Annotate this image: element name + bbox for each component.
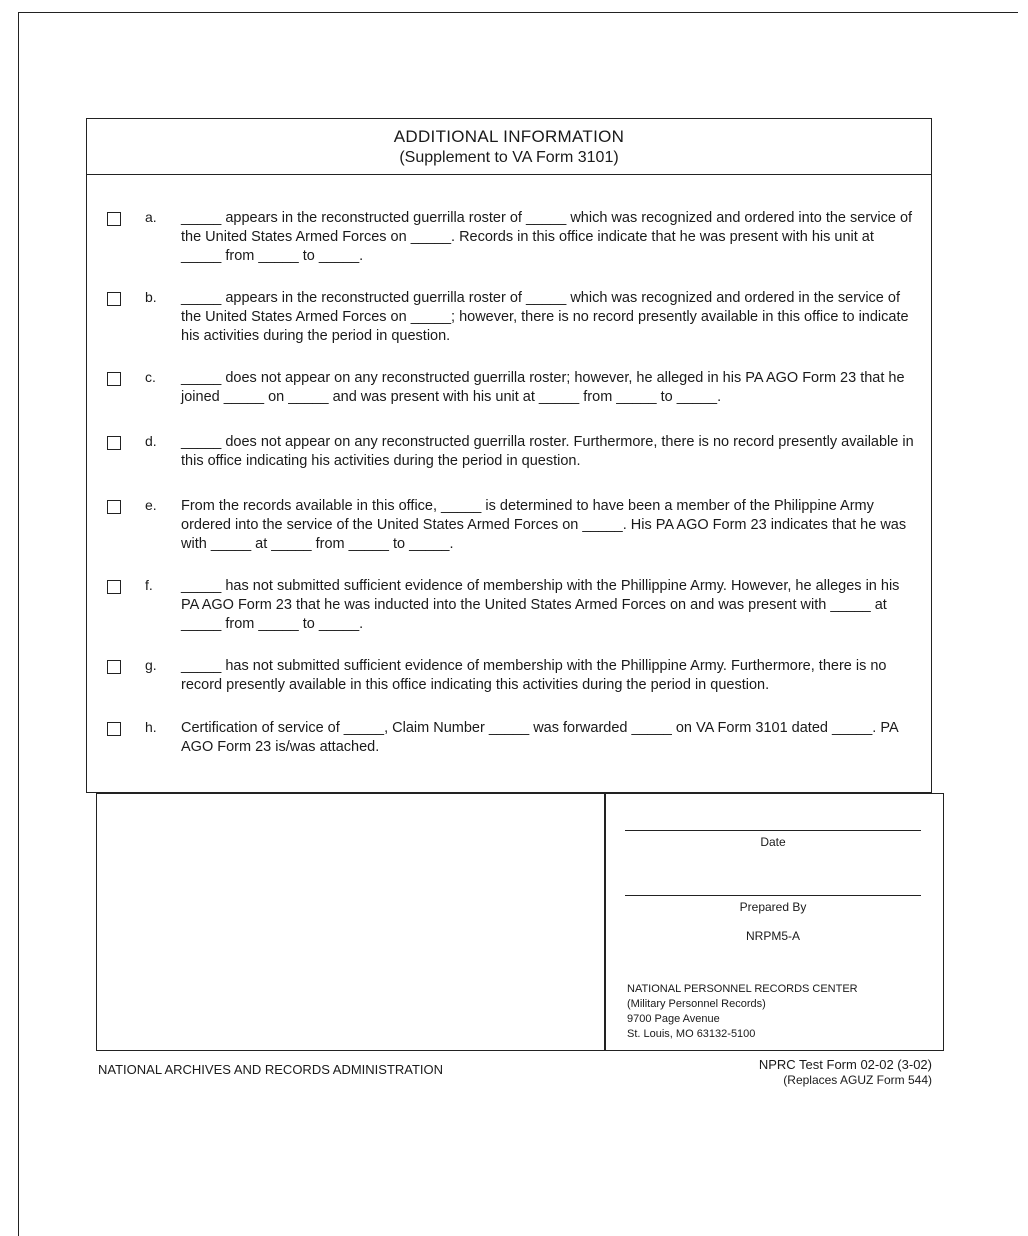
checkbox-a[interactable] xyxy=(107,212,121,226)
item-letter: b. xyxy=(145,289,157,305)
item-letter: h. xyxy=(145,719,157,735)
item-text: _____ appears in the reconstructed guerrilla roster of _____ which was recognized and ordered in the service of the United States Armed Forces on _____; however, there is no record presently available in this office to indicate his activities during the period in question. xyxy=(181,290,909,344)
checkbox-f[interactable] xyxy=(107,580,121,594)
checkbox-h[interactable] xyxy=(107,722,121,736)
item-letter: c. xyxy=(145,369,156,385)
page-edge-top xyxy=(18,12,1018,13)
date-label: Date xyxy=(760,835,786,849)
item-letter: a. xyxy=(145,209,157,225)
item-text: _____ appears in the reconstructed guerrilla roster of _____ which was recognized and ordered into the service of the United States Armed Forces on _____. Records in this office indicate that he was present with his unit at _____ from _____ to _____. xyxy=(181,210,913,264)
address-line: (Military Personnel Records) xyxy=(627,998,766,1010)
office-code: NRPM5-A xyxy=(745,929,800,943)
checkbox-d[interactable] xyxy=(107,436,121,450)
checkbox-b[interactable] xyxy=(107,292,121,306)
center-address xyxy=(627,982,858,1042)
prepared-by-label: Prepared By xyxy=(739,900,807,914)
date-line[interactable] xyxy=(625,830,921,831)
address-line: NATIONAL PERSONNEL RECORDS CENTER xyxy=(627,983,858,995)
item-text: _____ has not submitted sufficient evidence of membership with the Phillippine Army. However, he alleges in his PA AGO Form 23 that he was inducted into the United States Armed Forces on and was present with _____ at _____ from _____ to _____. xyxy=(181,578,900,632)
item-text: From the records available in this office, _____ is determined to have been a member of the Philippine Army ordered into the service of the United States Armed Forces on _____. His PA AGO Form 23 indicates that he was with _____ at _____ from _____ to _____. xyxy=(181,498,907,552)
form-title: ADDITIONAL INFORMATION xyxy=(393,127,625,146)
checkbox-e[interactable] xyxy=(107,500,121,514)
form-subtitle: (Supplement to VA Form 3101) xyxy=(399,149,619,166)
item-text: _____ does not appear on any reconstructed guerrilla roster. Furthermore, there is no record presently available in this office indicating his activities during the period in question. xyxy=(181,434,914,469)
item-letter: g. xyxy=(145,657,157,673)
item-letter: d. xyxy=(145,433,157,449)
item-text: Certification of service of _____, Claim Number _____ was forwarded _____ on VA Form 3101 dated _____. PA AGO Form 23 is/was attached. xyxy=(181,720,898,755)
page-edge-left xyxy=(18,12,19,1236)
item-text: _____ does not appear on any reconstructed guerrilla roster; however, he alleged in his PA AGO Form 23 that he joined _____ on _____ and was present with his unit at _____ from _____ to _____. xyxy=(181,370,905,405)
section-divider xyxy=(604,794,606,1050)
agency-name: NATIONAL ARCHIVES AND RECORDS ADMINISTRATION xyxy=(98,1062,444,1077)
prepared-by-line[interactable] xyxy=(625,895,921,896)
title-band xyxy=(87,119,931,175)
item-letter: e. xyxy=(145,497,157,513)
address-line: St. Louis, MO 63132-5100 xyxy=(627,1028,756,1040)
replaces-note: (Replaces AGUZ Form 544) xyxy=(783,1073,932,1087)
address-line: 9700 Page Avenue xyxy=(627,1013,720,1025)
signature-section xyxy=(96,793,944,1051)
checkbox-g[interactable] xyxy=(107,660,121,674)
form-id-block xyxy=(700,1057,932,1087)
checkbox-c[interactable] xyxy=(107,372,121,386)
form-number: NPRC Test Form 02-02 (3-02) xyxy=(758,1057,932,1072)
item-text: _____ has not submitted sufficient evidence of membership with the Phillippine Army. Furthermore, there is no record presently available in this office indicating this activities during the period in question. xyxy=(181,658,887,693)
form-container xyxy=(86,118,932,793)
item-letter: f. xyxy=(145,577,153,593)
